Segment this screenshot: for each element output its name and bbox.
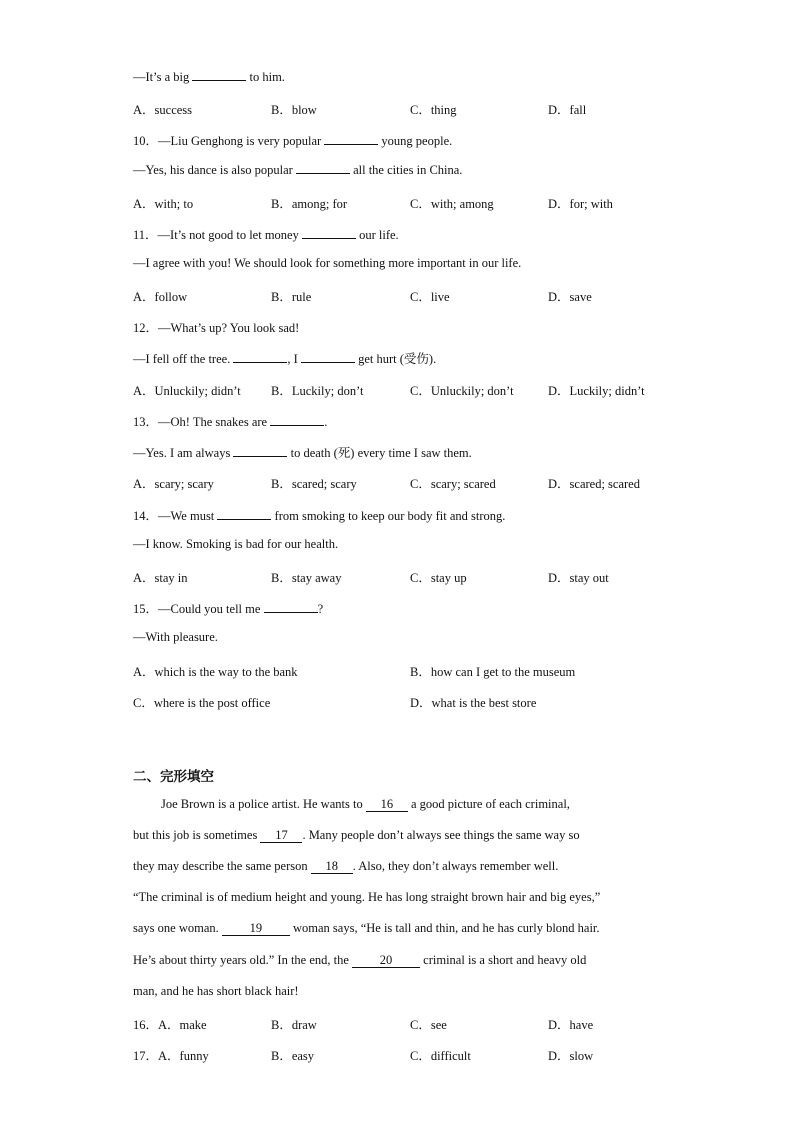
blank-17[interactable]: 17 [260,829,302,843]
option-a[interactable]: A．follow [133,290,188,304]
option-a[interactable]: 16．A．make [133,1018,207,1032]
option-a[interactable]: A．with; to [133,197,194,211]
option-a[interactable]: 17．A．funny [133,1049,209,1063]
q14-dialog2: —I know. Smoking is bad for our health. [133,537,339,551]
option-b[interactable]: B．draw [271,1018,317,1032]
option-a[interactable]: A．which is the way to the bank [133,665,298,679]
blank[interactable] [296,162,350,174]
q10-dialog2: —Yes, his dance is also popular all the cities in China. [133,163,463,177]
q11-dialog1: 11．—It’s not good to let money our life. [133,228,399,242]
blank[interactable] [301,351,355,363]
blank[interactable] [217,508,271,520]
passage-line-7: man, and he has short black hair! [133,984,299,998]
option-b[interactable]: B．blow [271,103,317,117]
option-c[interactable]: C．scary; scared [410,477,496,491]
option-c[interactable]: C．with; among [410,197,494,211]
option-c[interactable]: C．see [410,1018,447,1032]
blank[interactable] [270,414,324,426]
blank-19[interactable]: 19 [222,922,290,936]
option-d[interactable]: D．what is the best store [410,696,537,710]
blank[interactable] [233,351,287,363]
option-c[interactable]: C．stay up [410,571,467,585]
blank-16[interactable]: 16 [366,798,408,812]
section-title: 二、完形填空 [133,769,214,785]
blank[interactable] [302,227,356,239]
passage-line-4: “The criminal is of medium height and young. He has long straight brown hair and big eyes,” [133,890,601,904]
q10-dialog1: 10．—Liu Genghong is very popular young people. [133,134,453,148]
q14-dialog1: 14．—We must from smoking to keep our body fit and strong. [133,509,506,523]
q12-dialog2: —I fell off the tree. , I get hurt (受伤). [133,352,437,366]
option-c[interactable]: C．Unluckily; don’t [410,384,514,398]
q9-dialog2: —It’s a big to him. [133,70,285,84]
option-d[interactable]: D．fall [548,103,587,117]
q11-dialog2: —I agree with you! We should look for something more important in our life. [133,256,522,270]
passage-line-6: He’s about thirty years old.” In the end, the 20 criminal is a short and heavy old [133,953,587,967]
blank[interactable] [233,445,287,457]
option-b[interactable]: B．rule [271,290,312,304]
option-b[interactable]: B．how can I get to the museum [410,665,576,679]
q12-dialog1: 12．—What’s up? You look sad! [133,321,300,335]
option-d[interactable]: D．scared; scared [548,477,640,491]
option-b[interactable]: B．among; for [271,197,348,211]
option-d[interactable]: D．Luckily; didn’t [548,384,645,398]
passage-line-5: says one woman. 19 woman says, “He is tall and thin, and he has curly blond hair. [133,921,600,935]
blank[interactable] [192,69,246,81]
passage-line-3: they may describe the same person 18 . Also, they don’t always remember well. [133,859,559,873]
option-b[interactable]: B．easy [271,1049,315,1063]
option-d[interactable]: D．for; with [548,197,613,211]
option-b[interactable]: B．stay away [271,571,342,585]
option-d[interactable]: D．stay out [548,571,609,585]
option-a[interactable]: A．success [133,103,193,117]
option-c[interactable]: C．where is the post office [133,696,271,710]
option-b[interactable]: B．Luckily; don’t [271,384,364,398]
option-d[interactable]: D．slow [548,1049,594,1063]
blank-20[interactable]: 20 [352,954,420,968]
blank[interactable] [324,133,378,145]
option-d[interactable]: D．have [548,1018,594,1032]
option-c[interactable]: C．live [410,290,450,304]
option-a[interactable]: A．stay in [133,571,188,585]
option-d[interactable]: D．save [548,290,592,304]
option-a[interactable]: A．scary; scary [133,477,214,491]
option-c[interactable]: C．thing [410,103,457,117]
passage-line-1: Joe Brown is a police artist. He wants to 16 a good picture of each criminal, [161,797,570,811]
q13-dialog1: 13．—Oh! The snakes are . [133,415,328,429]
option-c[interactable]: C．difficult [410,1049,471,1063]
option-b[interactable]: B．scared; scary [271,477,357,491]
option-a[interactable]: A．Unluckily; didn’t [133,384,241,398]
blank-18[interactable]: 18 [311,860,353,874]
passage-line-2: but this job is sometimes 17 . Many people don’t always see things the same way so [133,828,580,842]
q15-dialog1: 15．—Could you tell me ? [133,602,324,616]
q15-dialog2: —With pleasure. [133,630,218,644]
q13-dialog2: —Yes. I am always to death (死) every time I saw them. [133,446,472,460]
blank[interactable] [264,601,318,613]
